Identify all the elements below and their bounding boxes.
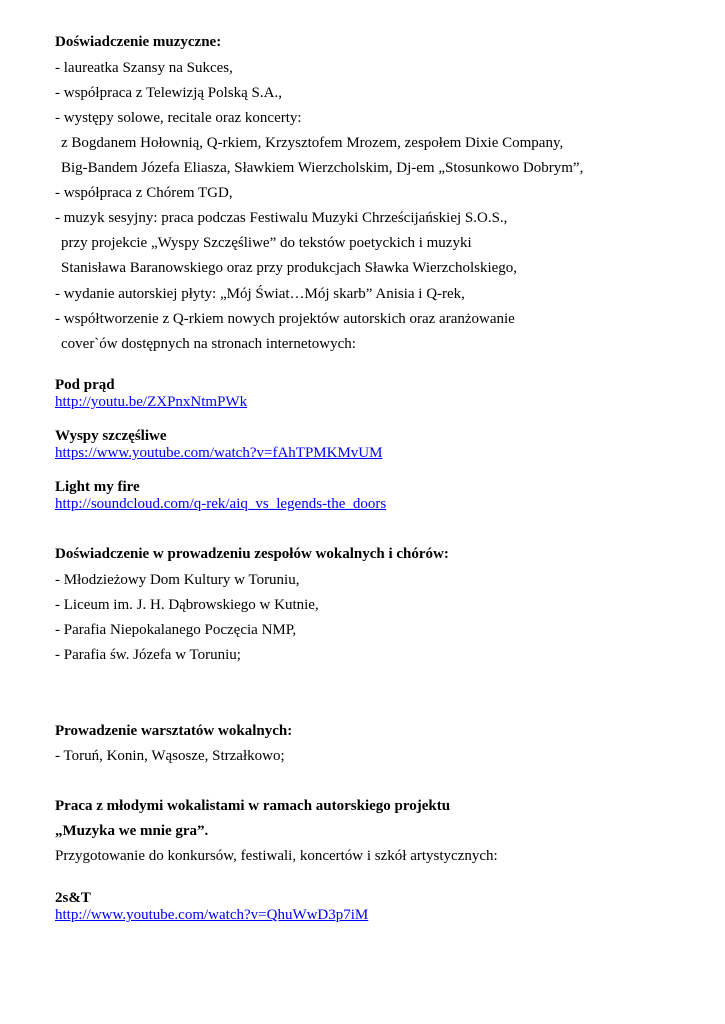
music-item: - występy solowe, recitale oraz koncerty: xyxy=(55,110,302,126)
music-item: - współpraca z Telewizją Polską S.A., xyxy=(55,85,282,101)
link-pod-prad[interactable]: http://youtu.be/ZXPnxNtmPWk xyxy=(55,394,248,410)
link-title-2st: 2s&T xyxy=(55,890,91,906)
choir-item: - Młodzieżowy Dom Kultury w Toruniu, xyxy=(55,572,300,588)
music-item: - współpraca z Chórem TGD, xyxy=(55,185,233,201)
music-item: - laureatka Szansy na Sukces, xyxy=(55,60,233,76)
project-description: Przygotowanie do konkursów, festiwali, koncertów i szkół artystycznych: xyxy=(55,848,498,864)
link-light-my-fire[interactable]: http://soundcloud.com/q-rek/aiq_vs_legends-the_doors xyxy=(55,496,387,512)
music-item: - wydanie autorskiej płyty: „Mój Świat…Mój skarb” Anisia i Q-rek, xyxy=(55,286,465,302)
workshops-item: - Toruń, Konin, Wąsosze, Strzałkowo; xyxy=(55,748,285,764)
choir-item: - Parafia św. Józefa w Toruniu; xyxy=(55,647,241,663)
music-item-continued: cover`ów dostępnych na stronach internetowych: xyxy=(61,336,356,352)
music-item-continued: Stanisława Baranowskiego oraz przy produkcjach Sławka Wierzcholskiego, xyxy=(61,260,518,276)
music-item: - muzyk sesyjny: praca podczas Festiwalu Muzyki Chrześcijańskiej S.O.S., xyxy=(55,210,508,226)
project-name: „Muzyka we mnie gra”. xyxy=(55,823,209,839)
music-experience-heading: Doświadczenie muzyczne: xyxy=(55,34,222,50)
project-heading: Praca z młodymi wokalistami w ramach autorskiego projektu xyxy=(55,798,451,814)
music-item-continued: przy projekcie „Wyspy Szczęśliwe” do tekstów poetyckich i muzyki xyxy=(61,235,472,251)
choirs-heading: Doświadczenie w prowadzeniu zespołów wokalnych i chórów: xyxy=(55,546,449,562)
link-title-wyspy: Wyspy szczęśliwe xyxy=(55,428,167,444)
link-title-pod-prad: Pod prąd xyxy=(55,377,115,393)
music-item-continued: Big-Bandem Józefa Eliasza, Sławkiem Wierzcholskim, Dj-em „Stosunkowo Dobrym”, xyxy=(61,160,584,176)
choir-item: - Liceum im. J. H. Dąbrowskiego w Kutnie, xyxy=(55,597,319,613)
music-item: - współtworzenie z Q-rkiem nowych projektów autorskich oraz aranżowanie xyxy=(55,311,515,327)
link-title-light-my-fire: Light my fire xyxy=(55,479,140,495)
link-wyspy[interactable]: https://www.youtube.com/watch?v=fAhTPMKMvUM xyxy=(55,445,383,461)
workshops-heading: Prowadzenie warsztatów wokalnych: xyxy=(55,723,293,739)
music-item-continued: z Bogdanem Hołownią, Q-rkiem, Krzysztofem Mrozem, zespołem Dixie Company, xyxy=(61,135,564,151)
link-2st[interactable]: http://www.youtube.com/watch?v=QhuWwD3p7iM xyxy=(55,907,369,923)
choir-item: - Parafia Niepokalanego Poczęcia NMP, xyxy=(55,622,297,638)
